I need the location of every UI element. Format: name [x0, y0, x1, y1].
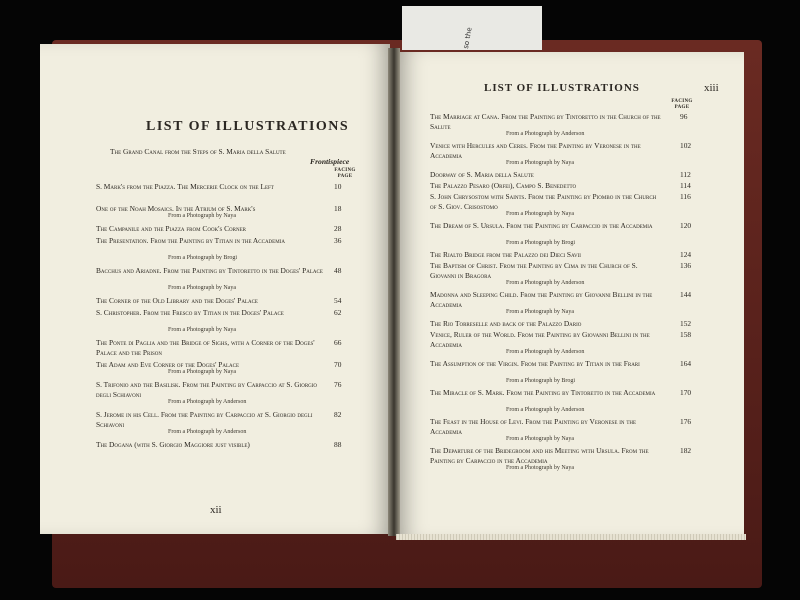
- entry-title: The Dream of S. Ursula. From the Painting by Carpaccio in the Accademia: [430, 221, 653, 230]
- illustration-entry: [430, 112, 688, 132]
- entry-page-number: 158: [680, 330, 692, 339]
- photo-credit: From a Photograph by Naya: [506, 309, 574, 315]
- entry-title: One of the Noah Mosaics. In the Atrium of S. Mark's: [96, 204, 256, 213]
- illustration-entry: [96, 338, 342, 358]
- illustration-entry: [96, 296, 342, 306]
- entry-page-number: 28: [334, 224, 342, 233]
- photo-credit: From a Photograph by Naya: [506, 160, 574, 166]
- entry-title: Venice, Ruler of the World. From the Painting by Giovanni Bellini in the Accademia: [430, 330, 650, 349]
- entry-page-number: 120: [680, 221, 692, 230]
- photo-credit: From a Photograph by Naya: [168, 369, 236, 375]
- entry-page-number: 54: [334, 296, 342, 305]
- entry-title: Madonna and Sleeping Child. From the Painting by Giovanni Bellini in the Accademia: [430, 290, 653, 309]
- page-number-left: xii: [210, 504, 222, 516]
- entry-page-number: 62: [334, 308, 342, 317]
- illustration-entry: [96, 308, 342, 318]
- frontispiece-title: The Grand Canal from the Steps of S. Maria della Salute: [110, 147, 286, 156]
- illustration-entry: [96, 182, 342, 192]
- illustration-entry: [430, 141, 692, 161]
- entry-title: The Palazzo Pesaro (Orfei), Campo S. Benedetto: [430, 181, 577, 190]
- entry-page-number: 102: [680, 141, 692, 150]
- illustration-entry: [430, 250, 692, 260]
- entry-page-number: 66: [334, 338, 342, 347]
- illustration-entry: [430, 192, 691, 212]
- photo-credit: From a Photograph by Brogi: [168, 255, 237, 261]
- photo-credit: From a Photograph by Anderson: [168, 399, 247, 405]
- entry-page-number: 48: [334, 266, 342, 275]
- entry-title: The Presentation. From the Painting by Titian in the Accademia: [96, 236, 285, 245]
- left-page: [40, 44, 390, 534]
- illustration-entry: [96, 380, 342, 400]
- running-header: LIST OF ILLUSTRATIONS: [484, 82, 640, 94]
- entry-page-number: 10: [334, 182, 342, 191]
- photo-credit: From a Photograph by Naya: [506, 465, 574, 471]
- entry-title: The Corner of the Old Library and the Doges' Palace: [96, 296, 258, 305]
- entry-title: Venice with Hercules and Ceres. From the Painting by Veronese in the Accademia: [430, 141, 641, 160]
- photo-credit: From a Photograph by Naya: [168, 285, 236, 291]
- illustration-entry: [430, 388, 692, 398]
- entry-page-number: 182: [680, 446, 692, 455]
- photo-credit: From a Photograph by Naya: [168, 327, 236, 333]
- illustration-entry: [430, 417, 692, 437]
- entry-title: S. John Chrysostom with Saints. From the Painting by Piombo in the Church of S. Giov. Crisostomo: [430, 192, 657, 211]
- entry-title: S. Christopher. From the Fresco by Titian in the Doges' Palace: [96, 308, 284, 317]
- right-page: [398, 52, 744, 538]
- photo-credit: From a Photograph by Naya: [168, 213, 236, 219]
- illustration-entry: [430, 290, 692, 310]
- entry-page-number: 96: [680, 112, 688, 121]
- illustration-entry: [430, 221, 692, 231]
- entry-page-number: 144: [680, 290, 692, 299]
- entry-page-number: 124: [680, 250, 692, 259]
- entry-page-number: 152: [680, 319, 692, 328]
- entry-page-number: 176: [680, 417, 692, 426]
- entry-page-number: 136: [680, 261, 692, 270]
- facing-page-label: FACING PAGE: [671, 99, 693, 110]
- facing-page-label: FACING PAGE: [334, 168, 356, 179]
- bookmark-text: so the: [462, 26, 474, 50]
- illustration-entry: [430, 319, 692, 329]
- entry-title: S. Mark's from the Piazza. The Mercerie Clock on the Left: [96, 182, 274, 191]
- entry-page-number: 76: [334, 380, 342, 389]
- entry-title: The Baptism of Christ. From the Painting by Cima in the Church of S. Giovanni in Bragora: [430, 261, 638, 280]
- entry-title: The Rialto Bridge from the Palazzo dei Dieci Savii: [430, 250, 581, 259]
- entry-page-number: 164: [680, 359, 692, 368]
- illustration-entry: [430, 170, 691, 180]
- illustration-entry: [96, 410, 342, 430]
- entry-page-number: 116: [680, 192, 691, 201]
- photo-credit: From a Photograph by Naya: [506, 211, 574, 217]
- page-edges: [396, 534, 746, 540]
- entry-page-number: 18: [334, 204, 342, 213]
- entry-page-number: 170: [680, 388, 692, 397]
- entry-page-number: 88: [334, 440, 342, 449]
- entry-title: The Miracle of S. Mark. From the Painting by Tintoretto in the Accademia: [430, 388, 656, 397]
- entry-title: The Assumption of the Virgin. From the Painting by Titian in the Frari: [430, 359, 640, 368]
- illustration-entry: [96, 224, 342, 234]
- entry-title: Doorway of S. Maria della Salute: [430, 170, 534, 179]
- photo-credit: From a Photograph by Anderson: [506, 407, 585, 413]
- entry-page-number: 82: [334, 410, 342, 419]
- illustration-entry: [430, 181, 691, 191]
- entry-page-number: 114: [680, 181, 691, 190]
- photo-credit: From a Photograph by Anderson: [506, 131, 585, 137]
- entry-title: The Rio Torreselle and back of the Palazzo Dario: [430, 319, 582, 328]
- illustration-entry: [430, 261, 692, 281]
- photo-credit: From a Photograph by Anderson: [168, 429, 247, 435]
- entry-title: The Campanile and the Piazza from Cook's Corner: [96, 224, 246, 233]
- bookmark-paper: [402, 6, 542, 50]
- illustration-entry: [96, 440, 342, 450]
- entry-title: Bacchus and Ariadne. From the Painting by Tintoretto in the Doges' Palace: [96, 266, 323, 275]
- entry-title: S. Trifonio and the Basilisk. From the Painting by Carpaccio at S. Giorgio degli Schiavoni: [96, 380, 318, 399]
- entry-page-number: 112: [680, 170, 691, 179]
- illustration-entry: [430, 446, 692, 466]
- page-title: LIST OF ILLUSTRATIONS: [146, 119, 350, 134]
- photo-credit: From a Photograph by Naya: [506, 436, 574, 442]
- page-number-right: xiii: [704, 82, 719, 94]
- illustration-entry: [96, 266, 342, 276]
- entry-page-number: 36: [334, 236, 342, 245]
- entry-title: S. Jerome in his Cell. From the Painting by Carpaccio at S. Giorgio degli Schiavoni: [96, 410, 313, 429]
- entry-title: The Departure of the Bridegroom and his Meeting with Ursula. From the Painting by Carpaccio in the Accademia: [430, 446, 649, 465]
- entry-page-number: 70: [334, 360, 342, 369]
- photo-credit: From a Photograph by Brogi: [506, 378, 575, 384]
- photo-credit: From a Photograph by Anderson: [506, 280, 585, 286]
- entry-title: The Marriage at Cana. From the Painting by Tintoretto in the Church of the Salute: [430, 112, 661, 131]
- frontispiece-label: Frontispiece: [310, 157, 350, 166]
- entry-title: The Dogana (with S. Giorgio Maggiore just visible): [96, 440, 250, 449]
- entry-title: The Adam and Eve Corner of the Doges' Palace: [96, 360, 240, 369]
- book-gutter: [388, 48, 400, 536]
- photo-credit: From a Photograph by Brogi: [506, 240, 575, 246]
- entry-title: The Ponte di Paglia and the Bridge of Sighs, with a Corner of the Doges' Palace and the Prison: [96, 338, 315, 357]
- illustration-entry: [96, 236, 342, 246]
- entry-title: The Feast in the House of Levi. From the Painting by Veronese in the Accademia: [430, 417, 637, 436]
- illustration-entry: [430, 359, 692, 369]
- illustration-entry: [430, 330, 692, 350]
- photo-credit: From a Photograph by Anderson: [506, 349, 585, 355]
